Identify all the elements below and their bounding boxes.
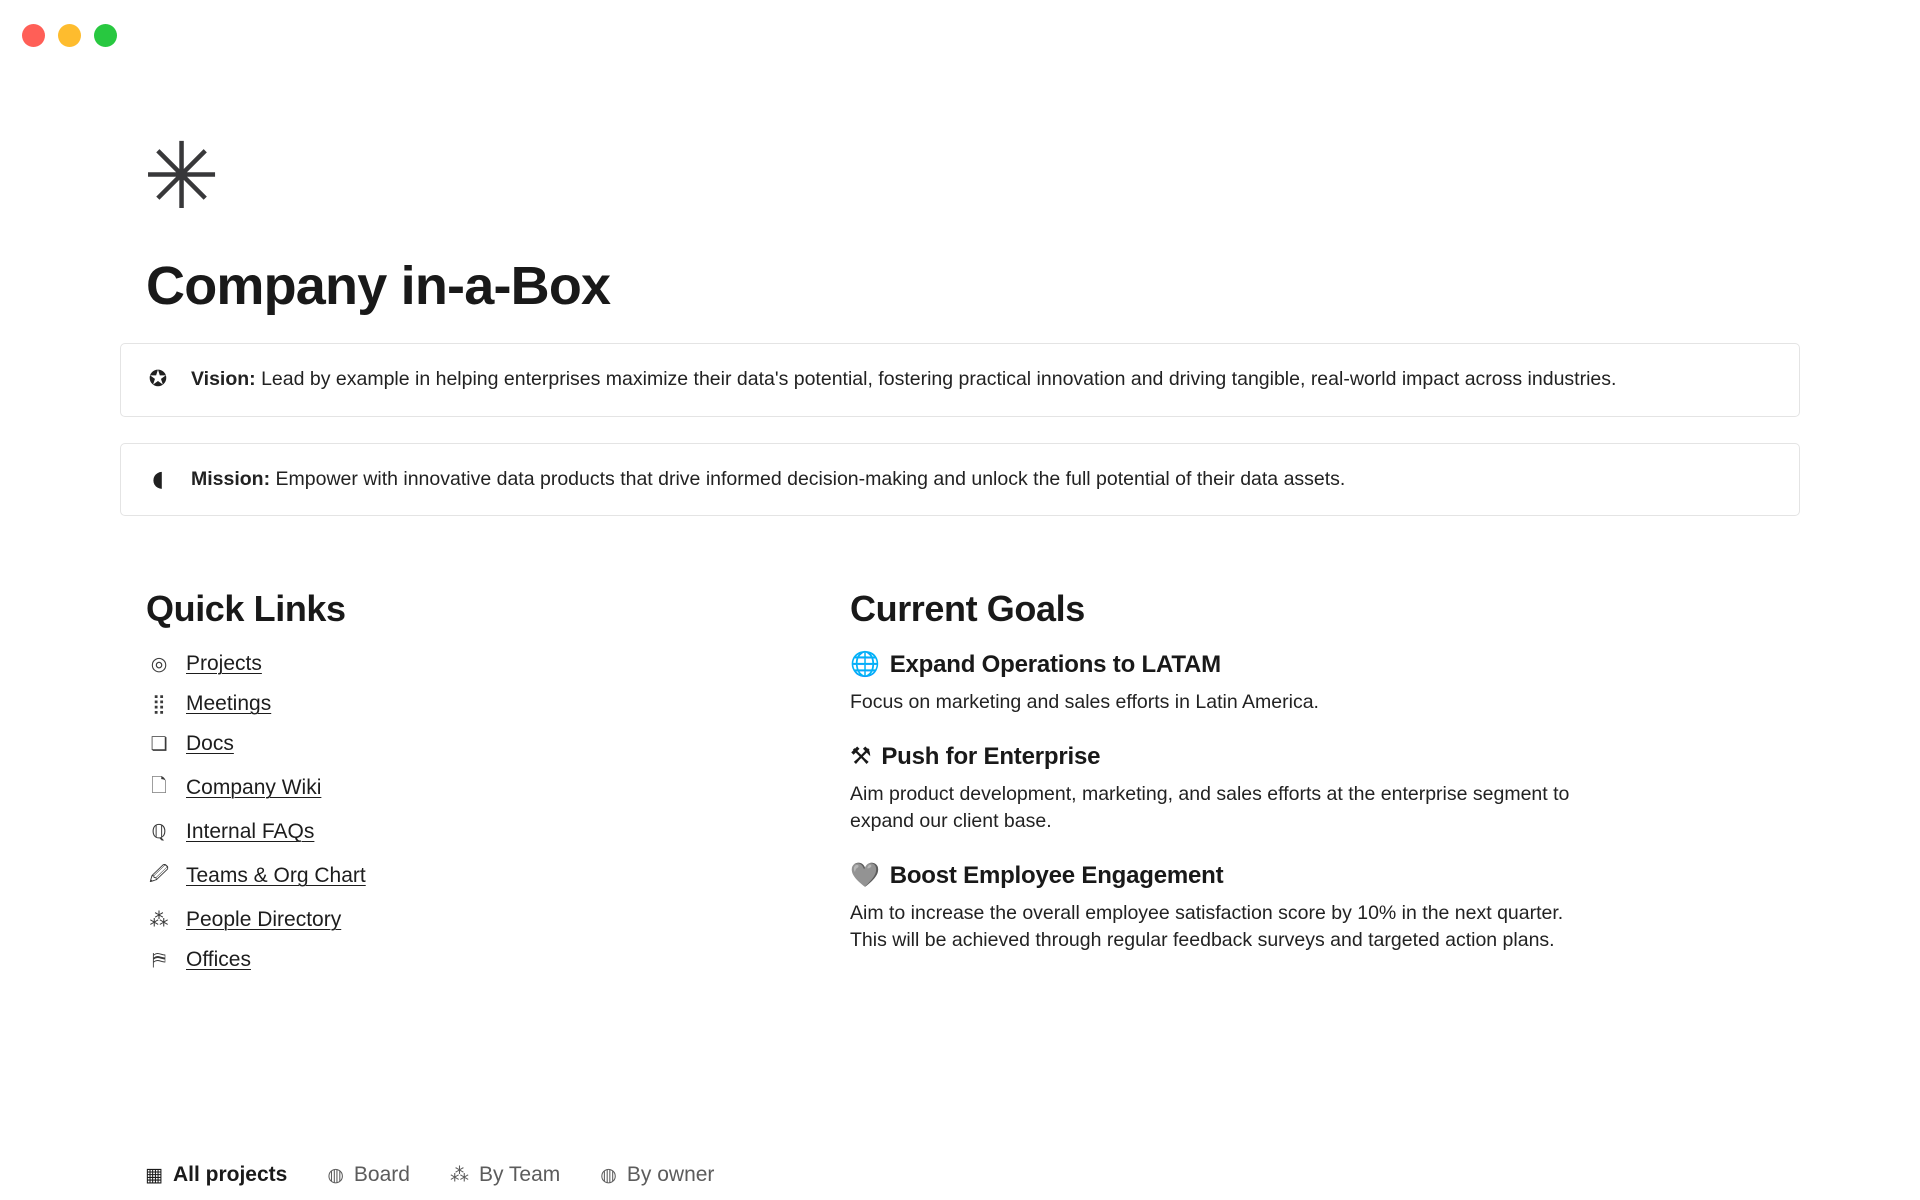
quick-link-docs[interactable]	[146, 732, 820, 756]
goal-description: Focus on marketing and sales efforts in Latin America.	[850, 691, 1319, 714]
target-arrow-icon: ◎	[150, 653, 168, 676]
tab-label[interactable]: By owner	[626, 1163, 715, 1186]
goal-title-text: Expand Operations to LATAM	[889, 651, 1221, 679]
quick-link-teams-org-chart[interactable]	[146, 860, 820, 892]
window-close-button[interactable]	[22, 24, 45, 47]
quick-link-label[interactable]: Projects	[186, 652, 262, 676]
globe-emoji: 🌐	[850, 650, 880, 679]
document-arrow-icon: ❏	[150, 733, 168, 756]
vision-callout-text	[191, 366, 1616, 393]
quick-link-label[interactable]: People Directory	[186, 908, 342, 932]
mission-label: Mission:	[191, 467, 271, 490]
pen-icon: 🖉	[148, 863, 170, 886]
vision-label: Vision:	[191, 368, 256, 391]
quick-link-label[interactable]: Internal FAQs	[186, 820, 315, 844]
current-goals-column	[850, 588, 1670, 988]
quick-link-label[interactable]: Meetings	[186, 692, 272, 716]
goal-title-text: Push for Enterprise	[881, 743, 1101, 771]
quick-links-heading: Quick Links	[146, 588, 346, 630]
vision-text: Lead by example in helping enterprises maximize their data's potential, fostering practical innovation and driving tangible, real-world impact across industries.	[255, 368, 1617, 391]
flag-icon: ◖	[152, 466, 164, 492]
quick-links-list	[146, 652, 820, 972]
vision-callout	[120, 343, 1800, 417]
people-icon: ⁂	[449, 1164, 469, 1186]
goal-description: Aim product development, marketing, and sales efforts at the enterprise segment to expand our client base.	[850, 783, 1570, 833]
goal-title-text: Boost Employee Engagement	[889, 862, 1224, 890]
document-page	[0, 123, 1920, 988]
goal-title	[850, 861, 1670, 890]
quick-link-label[interactable]: Docs	[186, 732, 234, 756]
page-logo-icon: ✳	[143, 123, 221, 230]
current-goals-heading: Current Goals	[850, 588, 1085, 630]
quick-link-projects[interactable]	[146, 652, 820, 676]
quick-link-offices[interactable]	[146, 948, 820, 972]
goal-description: Aim to increase the overall employee satisfaction score by 10% in the next quarter. This will be achieved through regular feedback surveys and targeted action plans.	[850, 902, 1564, 952]
owner-icon: ◍	[600, 1164, 617, 1186]
goal-boost-employee-engagement	[850, 861, 1670, 954]
tab-board[interactable]	[327, 1163, 410, 1187]
quick-link-label[interactable]: Teams & Org Chart	[186, 864, 366, 888]
tab-by-team[interactable]	[450, 1163, 560, 1187]
quick-link-people-directory[interactable]	[146, 908, 820, 932]
board-icon: ◍	[327, 1164, 344, 1186]
tab-label[interactable]: By Team	[478, 1163, 561, 1186]
goal-title	[850, 650, 1670, 679]
window-minimize-button[interactable]	[58, 24, 81, 47]
tab-label[interactable]: All projects	[172, 1163, 288, 1186]
database-view-tabs	[0, 1163, 1920, 1187]
quick-links-column	[120, 588, 820, 988]
quick-link-label[interactable]: Offices	[186, 948, 251, 972]
mission-callout	[120, 443, 1800, 517]
star-badge-icon: ✪	[148, 367, 168, 393]
page-title: Company in-a-Box	[146, 256, 611, 317]
goal-expand-operations-to-latam	[850, 650, 1670, 716]
tab-label[interactable]: Board	[353, 1163, 410, 1186]
grey-heart-emoji: 🩶	[850, 861, 880, 890]
goal-title	[850, 742, 1670, 771]
hammer-and-pick-emoji: ⚒	[850, 742, 872, 771]
quick-link-internal-faqs[interactable]	[146, 820, 820, 844]
building-icon: ⛿	[152, 949, 166, 972]
people-icon: ⁂	[149, 909, 169, 932]
question-badge-icon: ℚ	[151, 821, 167, 844]
window-maximize-button[interactable]	[94, 24, 117, 47]
mission-callout-text	[191, 466, 1345, 493]
quick-link-meetings[interactable]	[146, 692, 820, 716]
tab-by-owner[interactable]	[600, 1163, 714, 1187]
goal-push-for-enterprise	[850, 742, 1670, 835]
two-column-section	[120, 588, 1800, 988]
page-icon: 🗋	[151, 775, 167, 798]
mission-text: Empower with innovative data products that drive informed decision-making and unlock the full potential of their data assets.	[270, 467, 1346, 490]
quick-link-company-wiki[interactable]	[146, 772, 820, 804]
people-arrow-icon: ⣿	[152, 693, 166, 716]
grid-icon: ▦	[145, 1164, 163, 1186]
window-title-bar	[0, 0, 1920, 70]
tab-all-projects[interactable]	[145, 1163, 287, 1187]
quick-link-label[interactable]: Company Wiki	[186, 776, 322, 800]
